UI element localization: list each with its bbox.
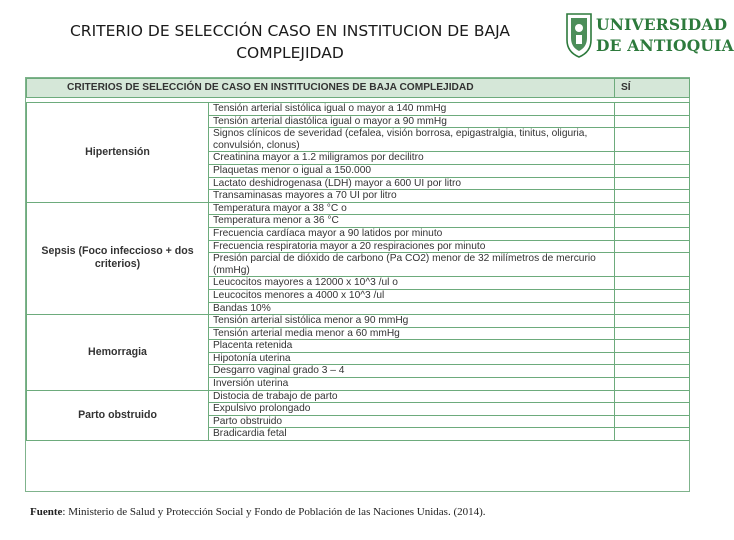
university-seal-icon xyxy=(564,10,594,60)
yes-checkbox-cell[interactable] xyxy=(615,152,690,165)
yes-checkbox-cell[interactable] xyxy=(615,202,690,215)
criterion-cell: Temperatura menor a 36 °C xyxy=(209,215,615,228)
criterion-cell: Expulsivo prolongado xyxy=(209,403,615,416)
criterion-cell: Leucocitos mayores a 12000 x 10^3 /ul o xyxy=(209,277,615,290)
slide-title xyxy=(40,20,540,64)
criterion-cell: Inversión uterina xyxy=(209,378,615,391)
table-row xyxy=(27,390,690,403)
criterion-cell: Presión parcial de dióxido de carbono (Pa CO2) menor de 32 milímetros de mercurio (mmHg) xyxy=(209,253,615,277)
yes-checkbox-cell[interactable] xyxy=(615,103,690,116)
criterion-cell: Desgarro vaginal grado 3 – 4 xyxy=(209,365,615,378)
criterion-cell: Bandas 10% xyxy=(209,302,615,315)
yes-checkbox-cell[interactable] xyxy=(615,365,690,378)
source-note xyxy=(30,506,486,518)
criterion-cell: Bradicardia fetal xyxy=(209,428,615,441)
table-body xyxy=(27,98,690,441)
table-row xyxy=(27,103,690,116)
yes-checkbox-cell[interactable] xyxy=(615,253,690,277)
criterion-cell: Parto obstruido xyxy=(209,415,615,428)
university-name xyxy=(596,14,734,56)
yes-checkbox-cell[interactable] xyxy=(615,227,690,240)
yes-checkbox-cell[interactable] xyxy=(615,277,690,290)
criterion-cell: Plaquetas menor o igual a 150.000 xyxy=(209,164,615,177)
category-cell: Hemorragia xyxy=(27,315,209,391)
yes-checkbox-cell[interactable] xyxy=(615,415,690,428)
criterion-cell: Hipotonía uterina xyxy=(209,352,615,365)
criterion-cell: Signos clínicos de severidad (cefalea, visión borrosa, epigastralgia, tinitus, oliguria, convulsión, clonus) xyxy=(209,128,615,152)
source-label: Fuente xyxy=(30,506,63,518)
table-header-row xyxy=(27,79,690,98)
criterion-cell: Lactato deshidrogenasa (LDH) mayor a 600 UI por litro xyxy=(209,177,615,190)
yes-checkbox-cell[interactable] xyxy=(615,327,690,340)
criterion-cell: Transaminasas mayores a 70 UI por litro xyxy=(209,190,615,203)
slide-title-line2: COMPLEJIDAD xyxy=(236,44,344,62)
header-yes: SÍ xyxy=(615,79,690,98)
yes-checkbox-cell[interactable] xyxy=(615,302,690,315)
university-logo xyxy=(562,10,734,62)
yes-checkbox-cell[interactable] xyxy=(615,289,690,302)
criterion-cell: Tensión arterial diastólica igual o mayor a 90 mmHg xyxy=(209,115,615,128)
yes-checkbox-cell[interactable] xyxy=(615,177,690,190)
university-name-line1: UNIVERSIDAD xyxy=(596,15,728,34)
yes-checkbox-cell[interactable] xyxy=(615,390,690,403)
yes-checkbox-cell[interactable] xyxy=(615,378,690,391)
criterion-cell: Frecuencia respiratoria mayor a 20 respiraciones por minuto xyxy=(209,240,615,253)
criterion-cell: Distocia de trabajo de parto xyxy=(209,390,615,403)
yes-checkbox-cell[interactable] xyxy=(615,240,690,253)
university-name-line2: DE ANTIOQUIA xyxy=(596,36,734,55)
slide-title-line1: CRITERIO DE SELECCIÓN CASO EN INSTITUCION DE BAJA xyxy=(69,22,511,40)
criterion-cell: Placenta retenida xyxy=(209,340,615,353)
criterion-cell: Creatinina mayor a 1.2 miligramos por decilitro xyxy=(209,152,615,165)
yes-checkbox-cell[interactable] xyxy=(615,215,690,228)
yes-checkbox-cell[interactable] xyxy=(615,128,690,152)
yes-checkbox-cell[interactable] xyxy=(615,115,690,128)
source-text: : Ministerio de Salud y Protección Social y Fondo de Población de las Naciones Unidas. (2014). xyxy=(62,506,486,518)
category-cell: Hipertensión xyxy=(27,103,209,203)
category-cell: Parto obstruido xyxy=(27,390,209,440)
yes-checkbox-cell[interactable] xyxy=(615,428,690,441)
criterion-cell: Temperatura mayor a 38 °C o xyxy=(209,202,615,215)
criterion-cell: Tensión arterial sistólica igual o mayor a 140 mmHg xyxy=(209,103,615,116)
criterion-cell: Leucocitos menores a 4000 x 10^3 /ul xyxy=(209,289,615,302)
yes-checkbox-cell[interactable] xyxy=(615,352,690,365)
criterion-cell: Tensión arterial media menor a 60 mmHg xyxy=(209,327,615,340)
yes-checkbox-cell[interactable] xyxy=(615,403,690,416)
yes-checkbox-cell[interactable] xyxy=(615,315,690,328)
criteria-table-container xyxy=(25,77,690,492)
criterion-cell: Frecuencia cardíaca mayor a 90 latidos por minuto xyxy=(209,227,615,240)
yes-checkbox-cell[interactable] xyxy=(615,190,690,203)
yes-checkbox-cell[interactable] xyxy=(615,164,690,177)
yes-checkbox-cell[interactable] xyxy=(615,340,690,353)
header-criteria: CRITERIOS DE SELECCIÓN DE CASO EN INSTITUCIONES DE BAJA COMPLEJIDAD xyxy=(27,79,615,98)
criteria-table xyxy=(26,78,690,441)
table-row xyxy=(27,315,690,328)
criterion-cell: Tensión arterial sistólica menor a 90 mmHg xyxy=(209,315,615,328)
category-cell: Sepsis (Foco infeccioso + dos criterios) xyxy=(27,202,209,314)
table-row xyxy=(27,202,690,215)
